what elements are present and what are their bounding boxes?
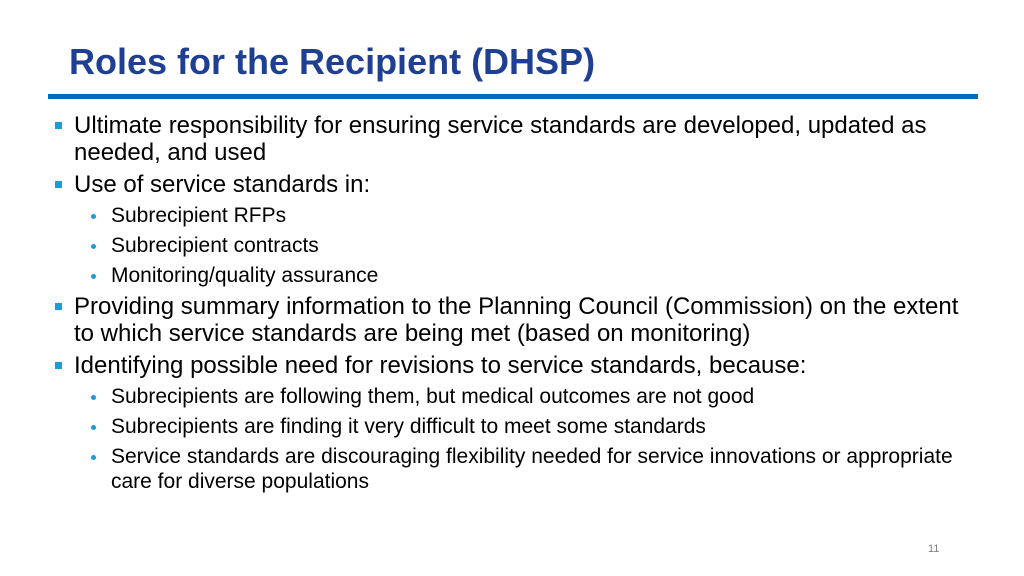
sub-bullet-item bbox=[52, 414, 982, 439]
sub-bullet-item bbox=[52, 233, 982, 258]
sub-bullet-text: Subrecipients are finding it very difficult to meet some standards bbox=[111, 415, 706, 438]
bullet-list bbox=[52, 112, 982, 499]
bullet-text: Ultimate responsibility for ensuring service standards are developed, updated as needed, and used bbox=[74, 112, 927, 166]
dot-bullet-icon bbox=[91, 274, 96, 279]
title-divider bbox=[48, 94, 978, 99]
bullet-item bbox=[52, 352, 982, 379]
sub-bullet-list bbox=[52, 203, 982, 288]
dot-bullet-icon bbox=[91, 395, 96, 400]
square-bullet-icon bbox=[55, 362, 62, 369]
square-bullet-icon bbox=[55, 181, 62, 188]
dot-bullet-icon bbox=[91, 244, 96, 249]
sub-bullet-text: Monitoring/quality assurance bbox=[111, 264, 379, 287]
sub-bullet-text: Subrecipients are following them, but medical outcomes are not good bbox=[111, 385, 755, 408]
square-bullet-icon bbox=[55, 303, 62, 310]
bullet-item bbox=[52, 112, 982, 166]
dot-bullet-icon bbox=[91, 425, 96, 430]
sub-bullet-list bbox=[52, 384, 982, 494]
sub-bullet-item bbox=[52, 203, 982, 228]
slide-title: Roles for the Recipient (DHSP) bbox=[69, 41, 596, 82]
sub-bullet-item bbox=[52, 263, 982, 288]
bullet-text: Providing summary information to the Planning Council (Commission) on the extent to which service standards are being met (based on monitoring) bbox=[74, 293, 959, 347]
bullet-text: Identifying possible need for revisions to service standards, because: bbox=[74, 352, 807, 379]
sub-bullet-item bbox=[52, 444, 982, 494]
dot-bullet-icon bbox=[91, 214, 96, 219]
sub-bullet-text: Service standards are discouraging flexibility needed for service innovations or appropriate care for diverse populations bbox=[111, 445, 953, 493]
bullet-text: Use of service standards in: bbox=[74, 171, 371, 198]
page-number: 11 bbox=[928, 543, 940, 555]
dot-bullet-icon bbox=[91, 455, 96, 460]
sub-bullet-text: Subrecipient RFPs bbox=[111, 204, 287, 227]
bullet-item bbox=[52, 293, 982, 347]
sub-bullet-item bbox=[52, 384, 982, 409]
sub-bullet-text: Subrecipient contracts bbox=[111, 234, 319, 257]
square-bullet-icon bbox=[55, 122, 62, 129]
bullet-item bbox=[52, 171, 982, 198]
